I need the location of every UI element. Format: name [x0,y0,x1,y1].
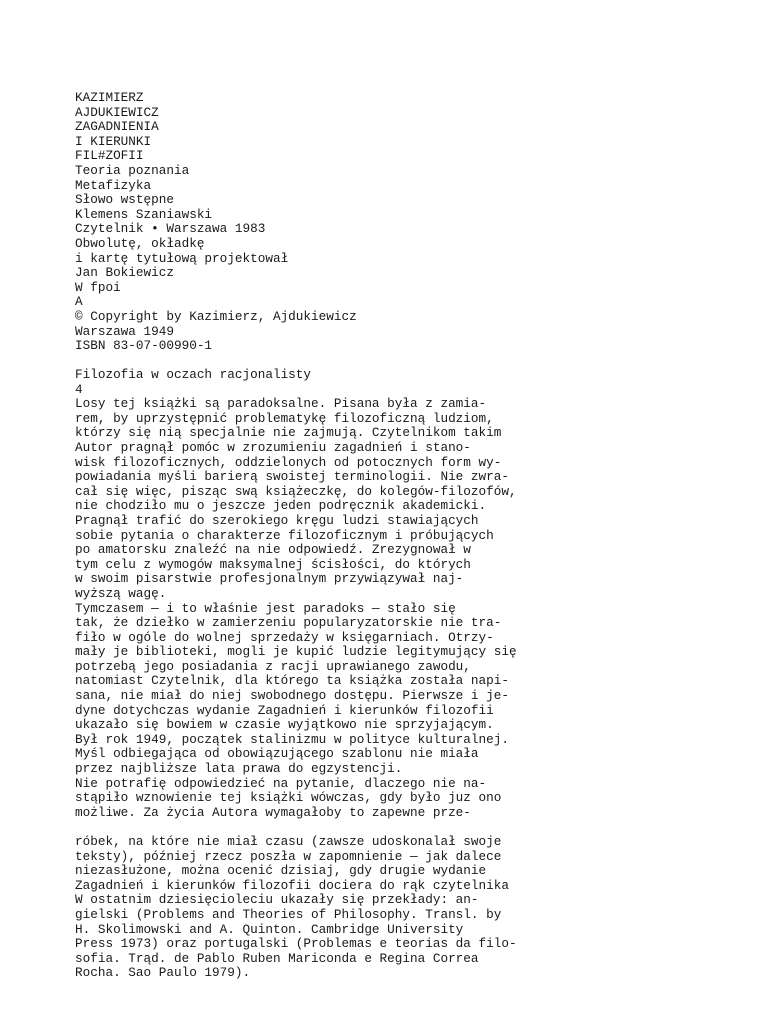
continuation-line: Rocha. Sao Paulo 1979). [75,965,251,981]
preface-line: 4 [75,381,83,397]
front-matter-line: © Copyright by Kazimierz, Ajdukiewicz [75,308,357,324]
preface-line: sana, nie miał do niej swobodnego dostępu. Pierwsze i je- [75,688,509,704]
front-matter-line: Warszawa 1949 [75,323,174,339]
preface-line: dyne dotychczas wydanie Zagadnień i kierunków filozofii [75,702,494,718]
preface-line: powiadania myśli barierą swoistej terminologii. Nie zwra- [75,469,509,485]
front-matter-line: Teoria poznania [75,162,190,178]
preface-line: ukazało się bowiem w czasie wyjątkowo nie sprzyjającym. [75,717,494,733]
preface-line: potrzebą jego posiadania z racji uprawianego zawodu, [75,658,471,674]
continuation-line: gielski (Problems and Theories of Philosophy. Transl. by [75,906,502,922]
preface-line: natomiast Czytelnik, dla którego ta książka została napi- [75,673,509,689]
preface-line: tym celu z wymogów maksymalnej ścisłości, do których [75,556,471,572]
preface-line: Autor pragnął pomóc w zrozumieniu zagadnień i stano- [75,439,471,455]
preface-line: możliwe. Za życia Autora wymagałoby to zapewne prze- [75,804,471,820]
preface-line: Był rok 1949, początek stalinizmu w polityce kulturalnej. [75,731,509,747]
preface-line: stąpiło wznowienie tej książki wówczas, gdy było juz ono [75,790,502,806]
preface-line: Tymczasem — i to właśnie jest paradoks — stało się [75,600,456,616]
front-matter-line: AJDUKIEWICZ [75,104,159,120]
preface-line: Nie potrafię odpowiedzieć na pytanie, dlaczego nie na- [75,775,487,791]
preface-line: wisk filozoficznych, oddzielonych od potocznych form wy- [75,454,502,470]
front-matter-line: W fpoi [75,279,121,295]
front-matter-line: FIL#ZOFII [75,148,144,164]
continuation-line: sofia. Trąd. de Pablo Ruben Mariconda e Regina Correa [75,950,479,966]
preface-line: tak, że dziełko w zamierzeniu popularyzatorskie nie tra- [75,615,502,631]
preface-line: Pragnął trafić do szerokiego kręgu ludzi stawiających [75,512,479,528]
preface-line: cał się więc, pisząc swą książeczkę, do kolegów-filozofów, [75,483,517,499]
preface-line: fiło w ogóle do wolnej sprzedaży w księgarniach. Otrzy- [75,629,494,645]
preface-text-block [75,368,517,820]
front-matter-line: Klemens Szaniawski [75,206,213,222]
preface-line: którzy się nią specjalnie nie zajmują. Czytelnikom takim [75,425,502,441]
continuation-line: Zagadnień i kierunków filozofii dociera do rąk czytelnika [75,877,509,893]
preface-line: w swoim pisarstwie profesjonalnym przywiązywał naj- [75,571,464,587]
preface-line: przez najbliższe lata prawa do egzystencji. [75,761,403,777]
preface-line: po amatorsku znaleźć na nie odpowiedź. Zrezygnował w [75,542,471,558]
front-matter-line: ISBN 83-07-00990-1 [75,338,213,354]
preface-line: Myśl odbiegająca od obowiązującego szablonu nie miała [75,746,479,762]
preface-line: mały je biblioteki, mogli je kupić ludzie legitymujący się [75,644,517,660]
preface-line: Losy tej książki są paradoksalne. Pisana była z zamia- [75,396,487,412]
front-matter-line: Obwolutę, okładkę [75,235,205,251]
preface-line: wyższą wagę. [75,585,167,601]
front-matter-line: Metafizyka [75,177,152,193]
front-matter-line: ZAGADNIENIA [75,119,159,135]
front-matter-line: KAZIMIERZ [75,90,144,105]
preface-line: sobie pytania o charakterze filozoficznym i próbujących [75,527,494,543]
continuation-line: róbek, na które nie miał czasu (zawsze udoskonalał swoje [75,834,502,849]
front-matter-line: Czytelnik • Warszawa 1983 [75,221,266,237]
continuation-line: W ostatnim dziesięcioleciu ukazały się przekłady: an- [75,892,479,908]
continuation-line: H. Skolimowski and A. Quinton. Cambridge University [75,921,464,937]
front-matter-line: i kartę tytułową projektował [75,250,289,266]
front-matter-line: Jan Bokiewicz [75,265,174,281]
front-matter-line: Słowo wstępne [75,192,174,208]
continuation-line: Press 1973) oraz portugalski (Problemas e teorias da filo- [75,936,517,952]
front-matter-line: A [75,294,83,310]
preface-line: rem, by uprzystępnić problematykę filozoficzną ludziom, [75,410,494,426]
continuation-line: teksty), później rzecz poszła w zapomnienie — jak dalece [75,848,502,864]
front-matter-block [75,91,357,354]
front-matter-line: I KIERUNKI [75,133,152,149]
preface-line: Filozofia w oczach racjonalisty [75,367,312,382]
continuation-text-block [75,835,517,981]
continuation-line: niezasłużone, można ocenić dzisiaj, gdy drugie wydanie [75,863,487,879]
preface-line: nie chodziło mu o jeszcze jeden podręcznik akademicki. [75,498,487,514]
